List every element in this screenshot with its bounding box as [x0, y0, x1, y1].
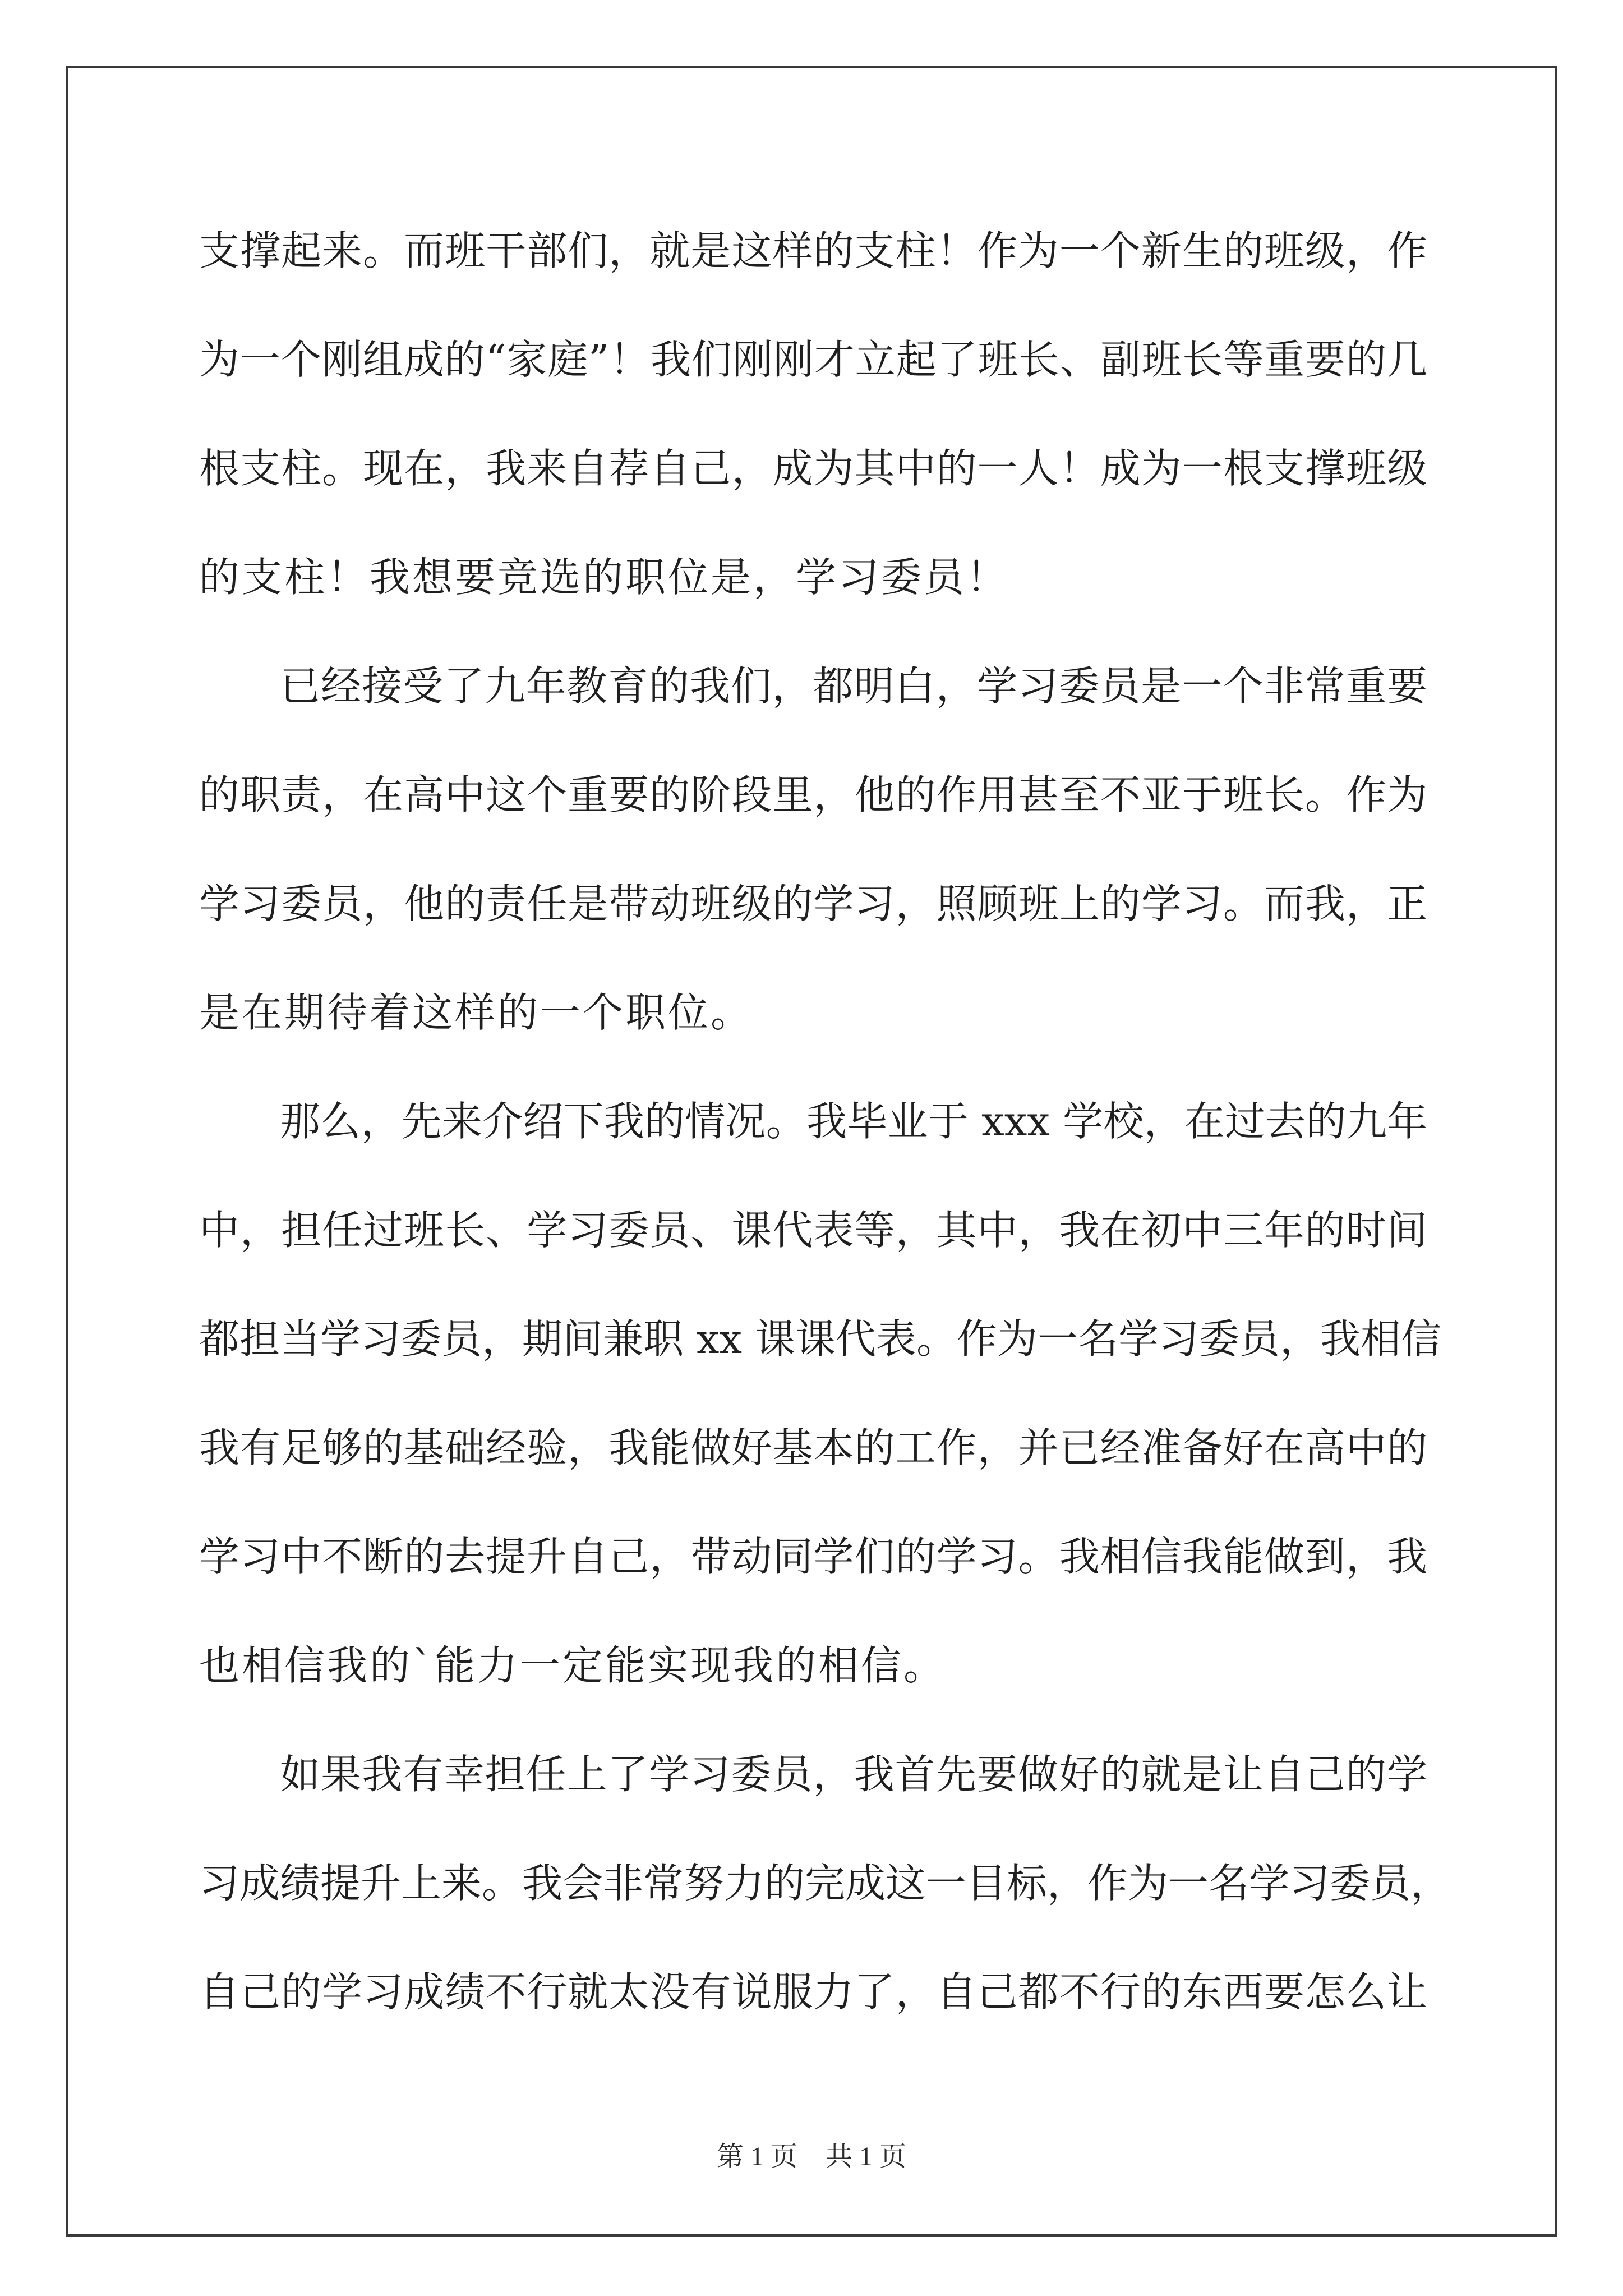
paragraph-first-line: 已经接受了九年教育的我们，都明白，学习委员是一个非常重要: [280, 662, 1427, 710]
text-line: 我有足够的基础经验，我能做好基本的工作，并已经准备好在高中的: [199, 1424, 1427, 1471]
page-footer: [0, 2134, 1623, 2173]
text-line: 习成绩提升上来。我会非常努力的完成这一目标，作为一名学习委员，: [199, 1860, 1451, 1907]
text-line: 根支柱。现在，我来自荐自己，成为其中的一人！成为一根支撑班级: [199, 445, 1427, 492]
text-line: 是在期待着这样的一个职位。: [199, 989, 754, 1036]
paragraph-first-line: 如果我有幸担任上了学习委员，我首先要做好的就是让自己的学: [280, 1751, 1427, 1798]
text-line: 学习委员，他的责任是带动班级的学习，照顾班上的学习。而我，正: [199, 880, 1427, 927]
page-total: 共 1 页: [826, 2142, 907, 2171]
text-line: 支撑起来。而班干部们，就是这样的支柱！作为一个新生的班级，作: [199, 227, 1427, 274]
text-line: 的职责，在高中这个重要的阶段里，他的作用甚至不亚于班长。作为: [199, 771, 1427, 818]
text-line: 自己的学习成绩不行就太没有说服力了，自己都不行的东西要怎么让: [199, 1968, 1427, 2016]
text-line: 为一个刚组成的“家庭”！我们刚刚才立起了班长、副班长等重要的几: [199, 336, 1427, 383]
text-line: 都担当学习委员，期间兼职 xx 课课代表。作为一名学习委员，我相信: [199, 1315, 1441, 1363]
text-line: 学习中不断的去提升自己，带动同学们的学习。我相信我能做到，我: [199, 1533, 1427, 1580]
document-body: [199, 206, 1451, 2056]
page-number: 第 1 页: [716, 2142, 797, 2171]
text-line: 中，担任过班长、学习委员、课代表等，其中，我在初中三年的时间: [199, 1207, 1427, 1254]
text-line: 的支柱！我想要竞选的职位是，学习委员！: [199, 554, 1009, 601]
paragraph-first-line: 那么，先来介绍下我的情况。我毕业于 xxx 学校，在过去的九年: [280, 1098, 1427, 1145]
text-line: 也相信我的`能力一定能实现我的相信。: [199, 1642, 947, 1689]
